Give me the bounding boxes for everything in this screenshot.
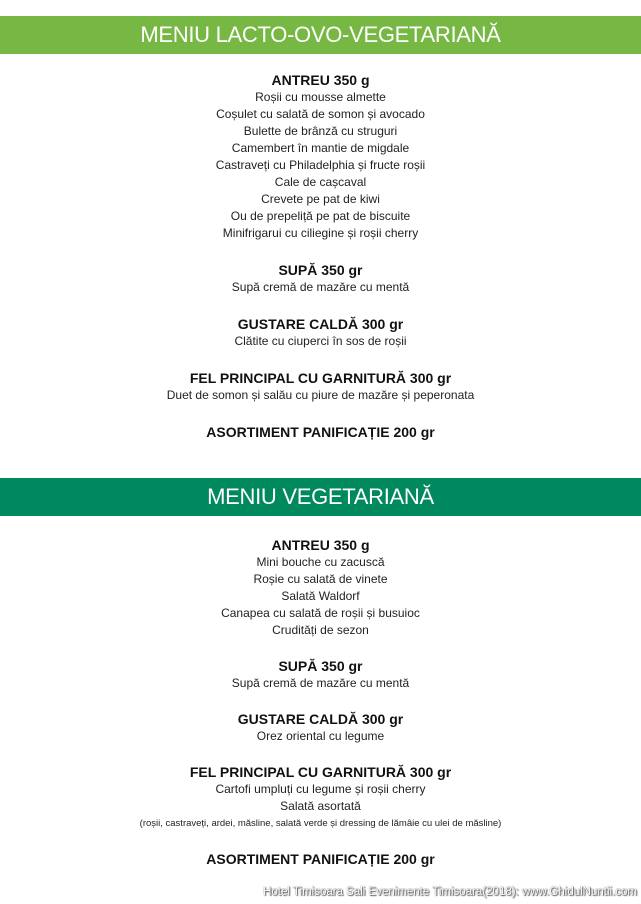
- course-block: [0, 424, 641, 441]
- dish-item: Roșii cu mousse almette: [255, 90, 386, 104]
- dish-item: Minifrigarui cu ciliegine și roșii cherry: [222, 226, 419, 240]
- course-gap: [0, 832, 641, 851]
- dish-item: Duet de somon și salău cu piure de mazăre și peperonata: [166, 388, 475, 402]
- dish-item: Canapea cu salată de roșii și busuioc: [221, 606, 420, 620]
- menu-2: [0, 537, 641, 868]
- course-title: ANTREU 350 g: [271, 72, 370, 88]
- menu-1-banner: [0, 16, 641, 54]
- course-block: [0, 851, 641, 868]
- course-title: GUSTARE CALDĂ 300 gr: [237, 316, 404, 332]
- course-block: [0, 537, 641, 639]
- menu-2-banner: [0, 478, 641, 516]
- dish-item: Castraveți cu Philadelphia și fructe roșii: [215, 158, 426, 172]
- dish-item: Orez oriental cu legume: [256, 729, 385, 743]
- dish-item: Coșulet cu salată de somon și avocado: [216, 107, 425, 121]
- dish-item: Cale de cașcaval: [274, 175, 367, 189]
- dish-item: Camembert în mantie de migdale: [231, 141, 410, 155]
- course-block: [0, 316, 641, 350]
- course-gap: [0, 242, 641, 262]
- course-gap: [0, 350, 641, 370]
- course-gap: [0, 639, 641, 658]
- course-title: ASORTIMENT PANIFICAȚIE 200 gr: [206, 851, 435, 867]
- course-gap: [0, 745, 641, 764]
- course-title: GUSTARE CALDĂ 300 gr: [237, 711, 404, 727]
- course-title: ASORTIMENT PANIFICAȚIE 200 gr: [206, 424, 435, 440]
- course-block: [0, 72, 641, 242]
- dish-item: Ou de prepeliță pe pat de biscuite: [230, 209, 411, 223]
- dish-item: Supă cremă de mazăre cu mentă: [231, 676, 410, 690]
- dish-item: Salată asortată: [280, 799, 361, 813]
- menu-2-title: MENIU VEGETARIANĂ: [207, 484, 434, 509]
- dish-item: Salată Waldorf: [281, 589, 360, 603]
- course-title: FEL PRINCIPAL CU GARNITURĂ 300 gr: [189, 370, 452, 386]
- course-block: [0, 370, 641, 404]
- course-gap: [0, 296, 641, 316]
- dish-item: Crudități de sezon: [272, 623, 369, 637]
- course-title: SUPĂ 350 gr: [278, 262, 363, 278]
- dish-item: Cartofi umpluți cu legume și roșii cherry: [215, 782, 426, 796]
- course-title: ANTREU 350 g: [271, 537, 370, 553]
- course-block: [0, 764, 641, 832]
- watermark: Hotel Timisoara Sali Evenimente Timisoara(2018): www.GhidulNuntii.com: [263, 886, 637, 898]
- course-block: [0, 658, 641, 692]
- menu-1-title: MENIU LACTO-OVO-VEGETARIANĂ: [140, 22, 501, 47]
- dish-item: Crevete pe pat de kiwi: [261, 192, 380, 206]
- course-title: FEL PRINCIPAL CU GARNITURĂ 300 gr: [189, 764, 452, 780]
- dish-note: (roșii, castraveți, ardei, măsline, salată verde și dressing de lămâie cu ulei de măsline): [139, 818, 502, 829]
- dish-item: Mini bouche cu zacuscă: [256, 555, 385, 569]
- dish-item: Clătite cu ciuperci în sos de roșii: [234, 334, 407, 348]
- menu-1: [0, 72, 641, 441]
- dish-item: Supă cremă de mazăre cu mentă: [231, 280, 410, 294]
- course-block: [0, 262, 641, 296]
- course-title: SUPĂ 350 gr: [278, 658, 363, 674]
- course-gap: [0, 692, 641, 711]
- course-block: [0, 711, 641, 745]
- dish-item: Bulette de brânză cu struguri: [243, 124, 398, 138]
- dish-item: Roșie cu salată de vinete: [253, 572, 388, 586]
- course-gap: [0, 404, 641, 424]
